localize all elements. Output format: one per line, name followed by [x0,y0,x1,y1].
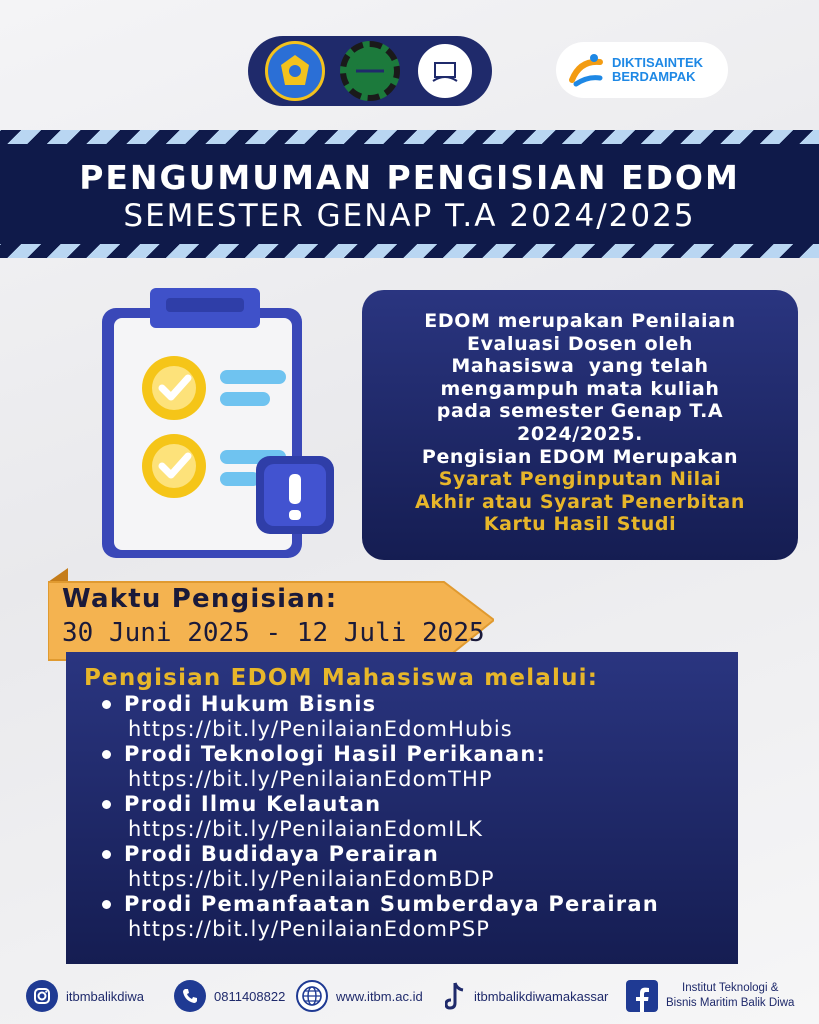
program-name: Prodi Pemanfaatan Sumberdaya Perairan [124,892,738,916]
description-line: Mahasiswa yang telah [451,355,709,378]
program-link[interactable]: https://bit.ly/PenilaianEdomHubis [128,717,513,741]
contact-footer [0,976,819,1024]
program-name: Prodi Budidaya Perairan [124,842,738,866]
globe-icon [296,980,328,1012]
phone-icon [174,980,206,1012]
program-name: Prodi Hukum Bisnis [124,692,738,716]
institution-name-line2: Bisnis Maritim Balik Diwa [666,997,795,1009]
gear-logo-icon [340,41,400,101]
program-link[interactable]: https://bit.ly/PenilaianEdomPSP [128,917,491,941]
instagram-icon [26,980,58,1012]
banner-stripes-bottom [0,244,819,258]
tiktok-icon [444,979,466,1013]
requirement-line: Akhir atau Syarat Penerbitan [415,490,745,513]
instagram-contact[interactable] [26,976,144,1016]
list-item [124,842,738,892]
description-line: mengampuh mata kuliah [440,377,720,400]
schedule-dates: 30 Juni 2025 - 12 Juli 2025 [62,618,485,648]
description-line: EDOM merupakan Penilaian [424,310,736,332]
tiktok-handle: itbmbalikdiwamakassar [474,988,609,1004]
program-link[interactable]: https://bit.ly/PenilaianEdomILK [128,817,484,841]
schedule-ribbon [48,568,494,664]
banner-title: PENGUMUMAN PENGISIAN EDOM [79,158,740,197]
tiktok-contact[interactable] [444,976,608,1016]
diktisaintek-mark-icon [566,50,606,90]
diktisaintek-logo [556,42,728,98]
program-list-panel [66,652,738,964]
description-line: Evaluasi Dosen oleh [466,332,694,355]
requirement-line: Syarat Penginputan Nilai [438,468,722,491]
banner-stripes-top [0,130,819,144]
facebook-icon [626,980,658,1012]
list-item [124,692,738,742]
ribbon-shape [48,568,494,664]
facebook-contact[interactable] [626,976,794,1016]
description-line: pada semester Genap T.A [436,400,724,423]
phone-contact[interactable] [174,976,285,1016]
clipboard-checklist-icon [96,288,356,568]
program-link[interactable]: https://bit.ly/PenilaianEdomBDP [128,867,495,891]
itbm-logo-icon [415,41,475,101]
program-name: Prodi Teknologi Hasil Perikanan: [124,742,738,766]
website-url: www.itbm.ac.id [336,988,423,1004]
program-name: Prodi Ilmu Kelautan [124,792,738,816]
list-item [124,892,738,942]
schedule-label: Waktu Pengisian: [62,584,338,614]
program-link[interactable]: https://bit.ly/PenilaianEdomTHP [128,767,493,791]
institution-name-line1: Institut Teknologi & [682,982,779,994]
dikti-line2: BERDAMPAK [612,69,696,84]
title-banner [0,130,819,258]
requirement-line: Kartu Hasil Studi [483,513,677,536]
banner-subtitle: SEMESTER GENAP T.A 2024/2025 [123,198,696,234]
description-line: Pengisian EDOM Merupakan [421,445,739,468]
dikti-line1: DIKTISAINTEK [612,55,703,70]
list-item [124,792,738,842]
partner-logos-bar [248,36,492,106]
instagram-handle: itbmbalikdiwa [66,988,145,1004]
phone-number: 0811408822 [214,988,286,1004]
list-item [124,742,738,792]
program-list-heading: Pengisian EDOM Mahasiswa melalui: [84,665,599,691]
website-contact[interactable] [296,976,423,1016]
kemdikbud-logo-icon [265,41,325,101]
description-line: 2024/2025. [517,422,643,445]
edom-description-panel [362,290,798,560]
